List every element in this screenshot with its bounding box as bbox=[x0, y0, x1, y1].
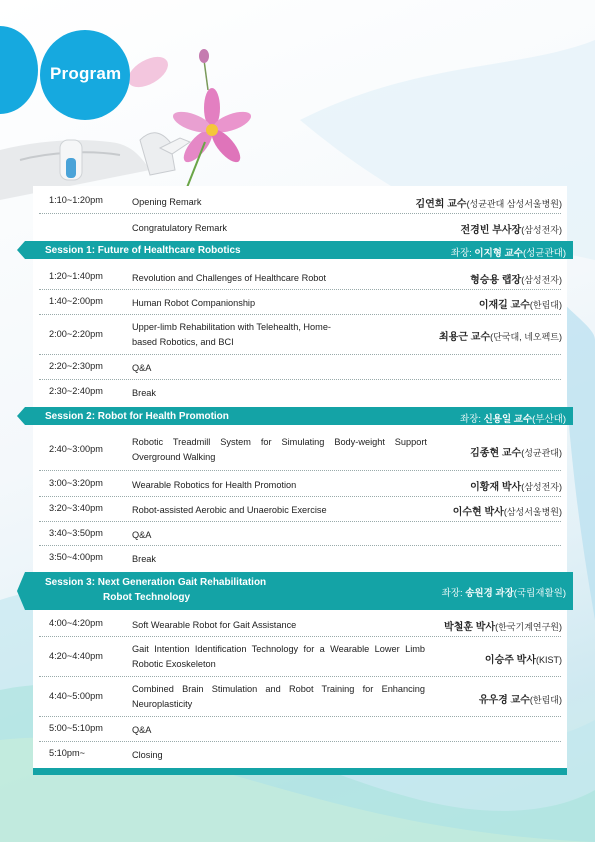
speaker-affiliation: (단국대, 네오펙트) bbox=[490, 332, 562, 342]
row-time: 5:10pm~ bbox=[49, 748, 86, 758]
row-divider bbox=[39, 716, 561, 717]
session-chair bbox=[451, 245, 566, 259]
session-chair bbox=[460, 411, 566, 425]
row-time: 2:30~2:40pm bbox=[49, 386, 103, 396]
speaker-name: 유우경 교수 bbox=[478, 695, 530, 706]
session-1-rows bbox=[33, 262, 567, 404]
speaker-name: 김연희 교수 bbox=[415, 199, 467, 210]
speaker-affiliation: (삼성전자) bbox=[521, 275, 562, 285]
row-speaker bbox=[470, 271, 562, 286]
row-speaker bbox=[460, 221, 562, 236]
chair-name: 이지형 교수 bbox=[474, 248, 523, 259]
row-topic: Upper-limb Rehabilitation with Telehealth, Home-based Robotics, and BCI bbox=[132, 322, 331, 347]
row-divider bbox=[39, 496, 561, 497]
session-title: Session 1: Future of Healthcare Robotics bbox=[45, 245, 241, 256]
session-3-header bbox=[25, 572, 573, 610]
speaker-name: 형승용 랩장 bbox=[470, 275, 522, 286]
row-topic: Robot-assisted Aerobic and Unaerobic Exercise bbox=[132, 505, 327, 515]
session-chair bbox=[442, 585, 566, 599]
row-divider bbox=[39, 289, 561, 290]
row-speaker bbox=[479, 691, 562, 706]
session-title: Session 3: Next Generation Gait Rehabilitation bbox=[45, 577, 267, 588]
speaker-affiliation: (KIST) bbox=[536, 655, 562, 665]
row-time: 2:40~3:00pm bbox=[49, 444, 103, 454]
row-speaker bbox=[444, 618, 562, 633]
row-topic: Q&A bbox=[132, 530, 152, 540]
row-time: 3:50~4:00pm bbox=[49, 552, 103, 562]
speaker-name: 김종현 교수 bbox=[470, 448, 522, 459]
speaker-affiliation: (한림대) bbox=[529, 695, 562, 705]
row-divider bbox=[39, 354, 561, 355]
speaker-name: 최용근 교수 bbox=[439, 332, 491, 343]
row-topic: Q&A bbox=[132, 725, 152, 735]
speaker-name: 전경빈 부사장 bbox=[460, 225, 522, 236]
row-divider bbox=[39, 213, 561, 214]
chair-label: 좌장: bbox=[441, 588, 463, 599]
row-speaker bbox=[479, 296, 562, 311]
chair-affiliation: (국립재활원) bbox=[513, 588, 566, 599]
row-topic: Combined Brain Stimulation and Robot Training for Enhancing Neuroplasticity bbox=[132, 684, 425, 709]
row-topic: Closing bbox=[132, 750, 163, 760]
row-topic: Q&A bbox=[132, 363, 152, 373]
page-title: Program bbox=[50, 64, 122, 83]
row-topic: Gait Intention Identification Technology for a Wearable Lower Limb Robotic Exoskeleton bbox=[132, 644, 425, 669]
row-topic: Revolution and Challenges of Healthcare Robot bbox=[132, 273, 327, 283]
row-topic: Soft Wearable Robot for Gait Assistance bbox=[132, 620, 297, 630]
row-speaker bbox=[470, 444, 562, 459]
row-topic: Human Robot Companionship bbox=[132, 298, 256, 308]
row-divider bbox=[39, 741, 561, 742]
row-divider bbox=[39, 636, 561, 637]
chair-label: 좌장: bbox=[450, 248, 472, 259]
row-speaker bbox=[485, 651, 562, 666]
row-topic: Break bbox=[132, 554, 157, 564]
row-time: 4:20~4:40pm bbox=[49, 651, 103, 661]
session-title-line2: Robot Technology bbox=[103, 592, 191, 603]
session-title: Session 2: Robot for Health Promotion bbox=[45, 411, 229, 422]
chair-label: 좌장: bbox=[459, 414, 481, 425]
speaker-affiliation: (한국기계연구원) bbox=[495, 622, 562, 632]
speaker-affiliation: (삼성전자) bbox=[521, 482, 562, 492]
row-topic: Robotic Treadmill System for Simulating Body-weight Support Overground Walking bbox=[132, 437, 427, 462]
row-divider bbox=[39, 379, 561, 380]
speaker-affiliation: (성균관대 삼성서울병원) bbox=[466, 199, 562, 209]
speaker-name: 이수현 박사 bbox=[452, 507, 504, 518]
session-3-rows bbox=[33, 612, 567, 768]
row-topic: Break bbox=[132, 388, 157, 398]
chair-name: 신용일 교수 bbox=[483, 414, 533, 425]
speaker-affiliation: (한림대) bbox=[529, 300, 562, 310]
chair-name: 송원경 과장 bbox=[465, 588, 514, 599]
speaker-affiliation: (삼성전자) bbox=[521, 225, 562, 235]
chair-affiliation: (성균관대) bbox=[522, 248, 566, 259]
row-topic: Opening Remark bbox=[132, 197, 202, 207]
speaker-name: 이황재 박사 bbox=[470, 482, 522, 493]
row-time: 3:20~3:40pm bbox=[49, 503, 103, 513]
row-time: 1:20~1:40pm bbox=[49, 271, 103, 281]
chair-affiliation: (부산대) bbox=[532, 414, 566, 425]
row-time: 2:20~2:30pm bbox=[49, 361, 103, 371]
row-time: 3:40~3:50pm bbox=[49, 528, 103, 538]
row-divider bbox=[39, 545, 561, 546]
table-bottom-bar bbox=[33, 768, 567, 775]
row-time: 4:40~5:00pm bbox=[49, 691, 103, 701]
speaker-affiliation: (삼성서울병원) bbox=[503, 507, 562, 517]
row-time: 1:10~1:20pm bbox=[49, 195, 103, 205]
speaker-affiliation: (성균관대) bbox=[521, 448, 562, 458]
row-speaker bbox=[415, 195, 562, 210]
row-time: 5:00~5:10pm bbox=[49, 723, 103, 733]
row-speaker bbox=[439, 328, 562, 343]
row-time: 3:00~3:20pm bbox=[49, 478, 103, 488]
speaker-name: 이승주 박사 bbox=[484, 655, 536, 666]
row-divider bbox=[39, 521, 561, 522]
row-divider bbox=[39, 470, 561, 471]
speaker-name: 이재길 교수 bbox=[478, 300, 530, 311]
row-time: 1:40~2:00pm bbox=[49, 296, 103, 306]
session-2-rows bbox=[33, 428, 567, 568]
row-speaker bbox=[453, 503, 562, 518]
session-1-header bbox=[25, 241, 573, 259]
row-time: 2:00~2:20pm bbox=[49, 329, 103, 339]
row-divider bbox=[39, 676, 561, 677]
row-time: 4:00~4:20pm bbox=[49, 618, 103, 628]
row-topic: Wearable Robotics for Health Promotion bbox=[132, 480, 297, 490]
row-speaker bbox=[470, 478, 562, 493]
speaker-name: 박철훈 박사 bbox=[444, 622, 496, 633]
row-topic: Congratulatory Remark bbox=[132, 223, 227, 233]
session-2-header bbox=[25, 407, 573, 425]
row-divider bbox=[39, 314, 561, 315]
